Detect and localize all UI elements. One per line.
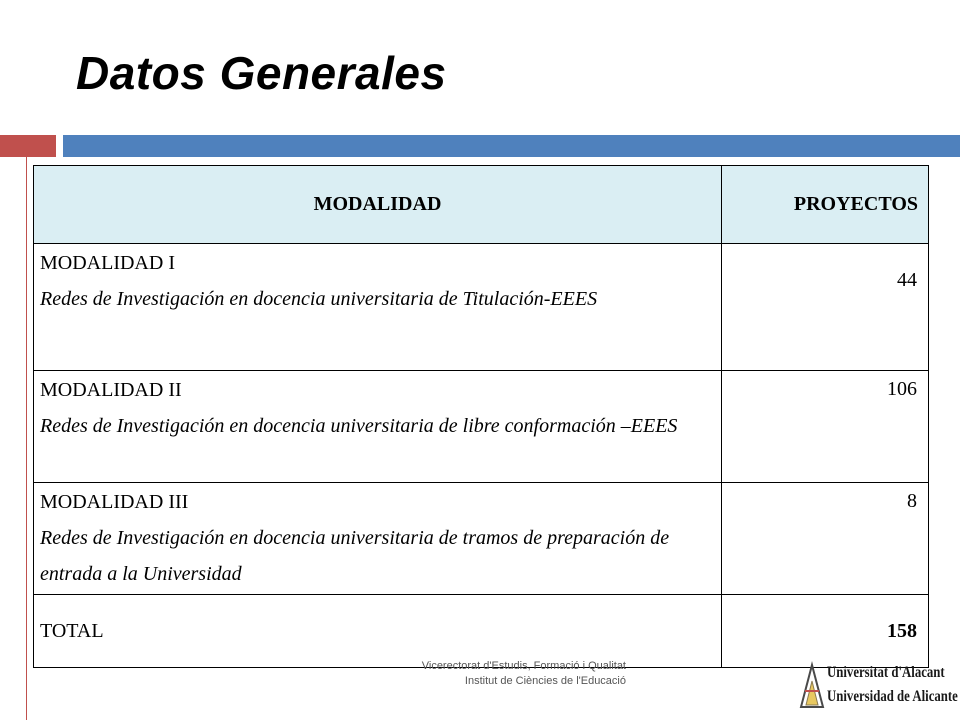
modalidad-cell	[34, 483, 722, 595]
modalidad-description: Redes de Investigación en docencia universitaria de tramos de preparación de entrada a la Universidad	[40, 527, 670, 585]
total-value: 158	[722, 595, 929, 668]
accent-bar-blue	[63, 135, 960, 157]
modalidad-name: MODALIDAD III	[40, 491, 189, 513]
projects-table	[33, 165, 929, 668]
university-emblem-icon	[797, 661, 827, 711]
table-row	[34, 483, 929, 595]
university-logo	[797, 661, 957, 711]
logo-line-2: Universidad de Alicante	[827, 688, 958, 705]
modalidad-name: MODALIDAD II	[40, 379, 182, 401]
total-label: TOTAL	[34, 595, 722, 668]
table-row	[34, 244, 929, 371]
header-modalidad: MODALIDAD	[34, 166, 722, 244]
modalidad-cell	[34, 371, 722, 483]
proyectos-count: 8	[722, 483, 929, 595]
table-header-row	[34, 166, 929, 244]
logo-line-1: Universitat d'Alacant	[827, 664, 945, 681]
proyectos-count: 44	[722, 244, 929, 371]
modalidad-cell	[34, 244, 722, 371]
footer-institution	[372, 659, 626, 689]
modalidad-name: MODALIDAD I	[40, 252, 175, 274]
proyectos-count: 106	[722, 371, 929, 483]
total-row	[34, 595, 929, 668]
header-proyectos: PROYECTOS	[722, 166, 929, 244]
logo-wordmark	[827, 661, 958, 709]
table-row	[34, 371, 929, 483]
modalidad-description: Redes de Investigación en docencia universitaria de Titulación-EEES	[40, 288, 598, 310]
footer-line-1: Vicerectorat d'Estudis, Formació i Qualitat	[421, 660, 626, 672]
footer-line-2: Institut de Ciències de l'Educació	[464, 675, 626, 687]
accent-vertical-line	[26, 157, 27, 720]
accent-bar-red	[0, 135, 56, 157]
slide-title: Datos Generales	[76, 47, 447, 99]
modalidad-description: Redes de Investigación en docencia universitaria de libre conformación –EEES	[40, 415, 678, 437]
